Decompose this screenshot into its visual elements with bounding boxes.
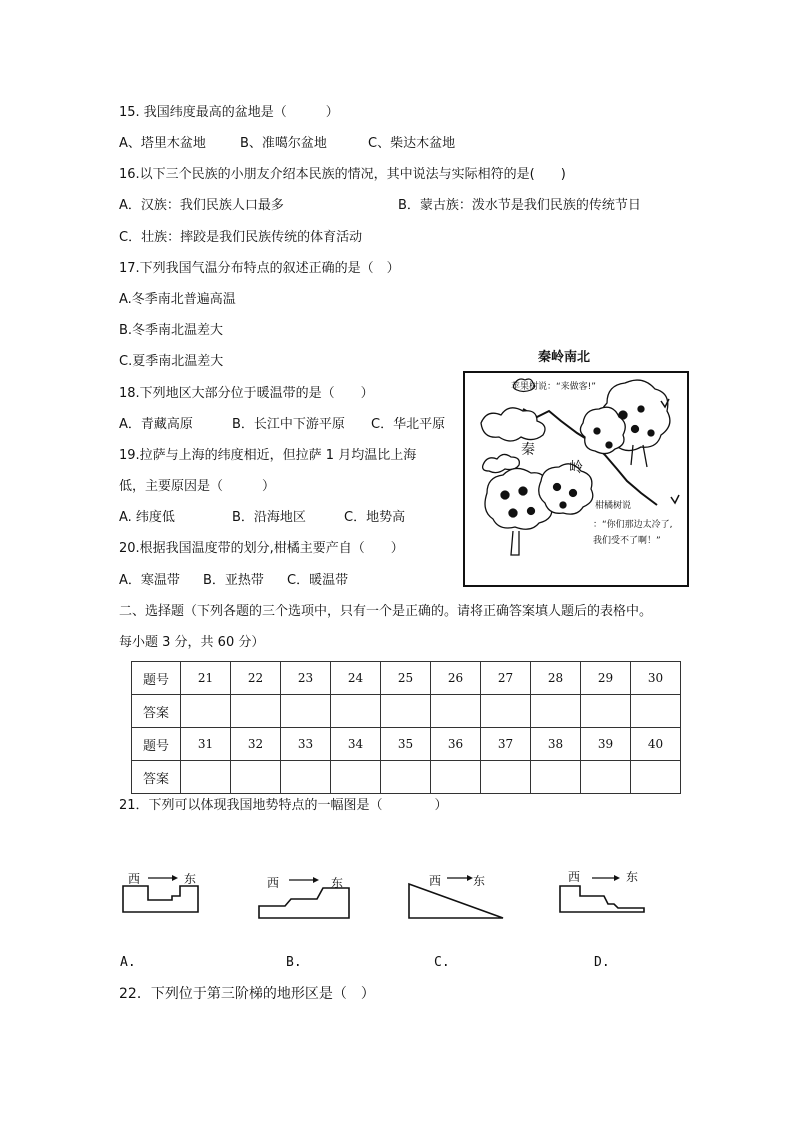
section2-heading-line2: 每小题 3 分，共 60 分） <box>119 635 265 650</box>
q15-option-a: A、塔里木盆地 <box>119 136 206 151</box>
cloud-icon <box>481 408 545 441</box>
table-cell: 31 <box>181 728 231 761</box>
answer-cell[interactable] <box>281 761 331 794</box>
table-cell: 22 <box>231 662 281 695</box>
q17-option-a: A.冬季南北普遍高温 <box>119 292 236 307</box>
terrain-diagram-c <box>407 866 507 924</box>
answer-cell[interactable] <box>581 761 631 794</box>
east-label: 东 <box>331 876 344 890</box>
option-a-label: A. <box>120 955 136 970</box>
row-header-answer: 答案 <box>132 761 181 794</box>
west-label: 西 <box>128 872 141 886</box>
q16-option-a: A．汉族：我们民族人口最多 <box>119 198 284 213</box>
answer-cell[interactable] <box>631 761 681 794</box>
q17-option-b: B.冬季南北温差大 <box>119 323 224 338</box>
figure-title: 秦岭南北 <box>538 350 591 365</box>
answer-cell[interactable] <box>331 695 381 728</box>
answer-table <box>131 661 681 794</box>
table-cell: 35 <box>381 728 431 761</box>
table-row <box>132 662 681 695</box>
q19-option-c: C．地势高 <box>344 510 406 525</box>
q18-option-c: C．华北平原 <box>371 417 446 432</box>
table-cell: 27 <box>481 662 531 695</box>
q19-stem-line2: 低，主要原因是（ ） <box>119 479 276 494</box>
apple-speech: 苹果树说：“来做客!” <box>511 382 596 392</box>
q17-stem: 17.下列我国气温分布特点的叙述正确的是（ ） <box>119 261 400 276</box>
q18-stem: 18.下列地区大部分位于暖温带的是（ ） <box>119 386 374 401</box>
table-cell: 21 <box>181 662 231 695</box>
answer-cell[interactable] <box>181 695 231 728</box>
table-cell: 29 <box>581 662 631 695</box>
table-cell: 39 <box>581 728 631 761</box>
orange-speech-line2: 我们受不了啊！” <box>593 536 661 546</box>
answer-cell[interactable] <box>231 761 281 794</box>
east-label: 东 <box>473 874 486 888</box>
section2-heading-line1: 二、选择题（下列各题的三个选项中，只有一个是正确的。请将正确答案填人题后的表格中。 <box>119 604 653 619</box>
option-b-label: B. <box>286 955 302 970</box>
q16-option-b: B．蒙古族：泼水节是我们民族的传统节日 <box>398 198 641 213</box>
answer-cell[interactable] <box>381 761 431 794</box>
answer-cell[interactable] <box>631 695 681 728</box>
answer-cell[interactable] <box>481 695 531 728</box>
answer-cell[interactable] <box>431 695 481 728</box>
answer-cell[interactable] <box>281 695 331 728</box>
q18-option-a: A．青藏高原 <box>119 417 193 432</box>
option-c-label: C. <box>434 955 450 970</box>
table-cell: 32 <box>231 728 281 761</box>
table-cell: 24 <box>331 662 381 695</box>
table-row <box>132 695 681 728</box>
q15-option-b: B、准噶尔盆地 <box>240 136 327 151</box>
terrain-diagram-b <box>257 866 353 924</box>
row-header-answer: 答案 <box>132 695 181 728</box>
row-header-question-number: 题号 <box>132 662 181 695</box>
west-label: 西 <box>267 876 280 890</box>
q18-option-b: B．长江中下游平原 <box>232 417 345 432</box>
table-cell: 38 <box>531 728 581 761</box>
table-cell: 26 <box>431 662 481 695</box>
qinling-drawing <box>465 373 687 585</box>
profile-c <box>407 866 507 920</box>
table-cell: 34 <box>331 728 381 761</box>
answer-cell[interactable] <box>481 761 531 794</box>
answer-cell[interactable] <box>531 695 581 728</box>
option-d-label: D. <box>594 955 610 970</box>
q21-stem: 21．下列可以体现我国地势特点的一幅图是（ ） <box>119 798 448 813</box>
orange-speech-line1: ：“你们那边太冷了, <box>593 520 673 530</box>
q20-option-a: A．寒温带 <box>119 573 180 588</box>
west-label: 西 <box>429 874 442 888</box>
terrain-diagram-a <box>120 866 210 922</box>
q19-option-a: A. 纬度低 <box>119 510 175 525</box>
answer-cell[interactable] <box>381 695 431 728</box>
table-cell: 30 <box>631 662 681 695</box>
row-header-question-number: 题号 <box>132 728 181 761</box>
ling-label: 岭 <box>569 460 583 476</box>
east-label: 东 <box>184 872 197 886</box>
table-cell: 37 <box>481 728 531 761</box>
west-label: 西 <box>568 870 581 884</box>
table-row <box>132 728 681 761</box>
answer-cell[interactable] <box>331 761 381 794</box>
q17-option-c: C.夏季南北温差大 <box>119 354 224 369</box>
q15-option-c: C、柴达木盆地 <box>368 136 456 151</box>
q20-stem: 20.根据我国温度带的划分,柑橘主要产自（ ） <box>119 541 404 556</box>
q19-stem-line1: 19.拉萨与上海的纬度相近，但拉萨 1 月均温比上海 <box>119 448 417 463</box>
table-cell: 36 <box>431 728 481 761</box>
apple-tree-icon <box>539 464 593 514</box>
east-label: 东 <box>626 870 639 884</box>
q15-stem: 15. 我国纬度最高的盆地是（ ） <box>119 105 339 120</box>
terrain-diagram-d <box>558 866 650 920</box>
table-cell: 23 <box>281 662 331 695</box>
answer-cell[interactable] <box>231 695 281 728</box>
qin-label: 秦 <box>521 442 535 458</box>
q16-stem: 16.以下三个民族的小朋友介绍本民族的情况，其中说法与实际相符的是( ) <box>119 167 566 182</box>
q16-option-c: C．壮族：摔跤是我们民族传统的体育活动 <box>119 230 363 245</box>
q19-option-b: B．沿海地区 <box>232 510 306 525</box>
q20-option-c: C．暖温带 <box>287 573 349 588</box>
qinling-illustration <box>463 371 689 587</box>
table-cell: 40 <box>631 728 681 761</box>
answer-cell[interactable] <box>431 761 481 794</box>
answer-cell[interactable] <box>531 761 581 794</box>
table-row <box>132 761 681 794</box>
answer-cell[interactable] <box>581 695 631 728</box>
q20-option-b: B．亚热带 <box>203 573 264 588</box>
table-cell: 28 <box>531 662 581 695</box>
q22-stem: 22．下列位于第三阶梯的地形区是（ ） <box>119 986 375 1002</box>
table-cell: 25 <box>381 662 431 695</box>
table-cell: 33 <box>281 728 331 761</box>
orange-speech-label: 柑橘树说 <box>595 501 632 511</box>
answer-cell[interactable] <box>181 761 231 794</box>
